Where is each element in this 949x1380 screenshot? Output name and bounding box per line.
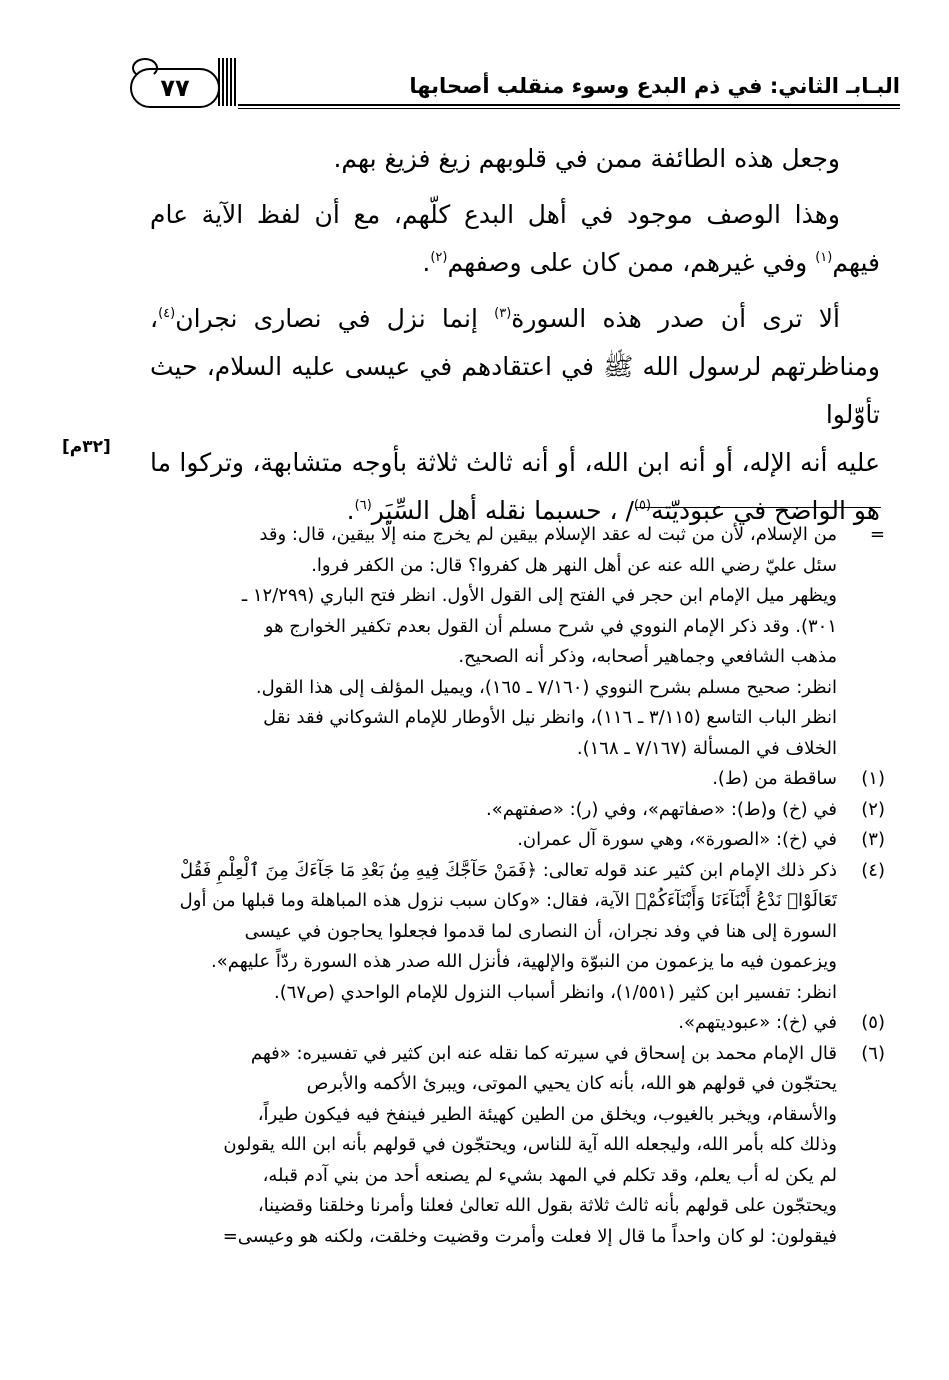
paragraph-3-text: . bbox=[346, 496, 355, 525]
footnote-line: تَعَالَوْا۟ نَدْعُ أَبْنَآءَنَا وَأَبْنَآءَكُمْ﴾ الآية، فقال: «وكان سبب نزول هذه المباهلة وما قبلها من أول bbox=[179, 890, 837, 911]
header-curl-ornament bbox=[132, 58, 158, 78]
header-rule bbox=[238, 104, 900, 106]
footnote-line: الخلاف في المسألة (٧/١٦٧ ـ ١٦٨). bbox=[576, 737, 837, 759]
paragraph-1-text: وجعل هذه الطائفة ممن في قلوبهم زيغ فزيغ بهم. bbox=[333, 144, 840, 173]
continuation-mark: = bbox=[869, 524, 885, 545]
paragraph-3-text: إنما نزل في نصارى نجران bbox=[175, 304, 495, 333]
paragraph-2-line-1-text: وهذا الوصف موجود في أهل البدع كلّهم، مع أن لفظ الآية عام bbox=[150, 200, 840, 229]
footnote-6 bbox=[125, 1039, 885, 1253]
footnote-2 bbox=[125, 795, 885, 826]
footnote-continuation bbox=[125, 520, 885, 764]
paragraph-2-text: فيهم bbox=[832, 248, 880, 277]
paragraph-3-text: عليه أنه الإله، أو أنه ابن الله، أو أنه ثالث ثلاثة بأوجه متشابهة، وتركوا ما bbox=[150, 448, 880, 477]
footnote-number: (٤) bbox=[861, 859, 885, 881]
footnote-line: وذلك كله بأمر الله، وليجعله الله آية للناس، ويحتجّون في قولهم بأنه ابن الله يقولون bbox=[223, 1134, 837, 1155]
footnote-line: من الإسلام، لأن من ثبت له عقد الإسلام بيقين لم يخرج منه إلّا بيقين، قال: وقد bbox=[259, 524, 837, 545]
paragraph-3-text: ، bbox=[150, 304, 159, 333]
paragraph-3-text: / ، حسبما نقله أهل السِّيَر bbox=[371, 496, 634, 525]
paragraph-2-text: . bbox=[422, 248, 431, 277]
paragraph-3-text: ومناظرتهم لرسول الله ﷺ في اعتقادهم في عيسى عليه السلام، حيث تأوّلوا bbox=[150, 352, 880, 429]
footnote-5 bbox=[125, 1008, 885, 1039]
footnote-line: ذكر ذلك الإمام ابن كثير عند قوله تعالى: ﴿فَمَنْ حَآجَّكَ فِيهِ مِنۢ بَعْدِ مَا جَآءَكَ مِنَ ٱلْعِلْمِ فَقُلْ bbox=[179, 859, 837, 881]
footnote-line: ويحتجّون على قولهم بأنه ثالث ثلاثة بقول الله تعالىٰ فعلنا وأمرنا وخلقنا وقضينا، bbox=[257, 1195, 837, 1216]
paragraph-2-text: وفي غيرهم، ممن كان على وصفهم bbox=[447, 248, 816, 277]
footnote-line: قال الإمام محمد بن إسحاق في سيرته كما نقله عنه ابن كثير في تفسيره: «فهم bbox=[250, 1042, 837, 1064]
footnote-number: (٥) bbox=[861, 1012, 885, 1033]
footnote-line: ساقطة من (ط). bbox=[712, 768, 837, 789]
manuscript-page-ref: [٣٢م] bbox=[62, 437, 111, 457]
header-ornament bbox=[218, 58, 240, 110]
paragraph-3-line-1 bbox=[150, 295, 880, 343]
paragraph-2-line-1 bbox=[150, 191, 880, 239]
footnote-1 bbox=[125, 764, 885, 795]
footnote-ref-5[interactable]: (٥) bbox=[633, 498, 652, 513]
footnote-number: (٦) bbox=[861, 1042, 885, 1064]
chapter-title: البـابـ الثاني: في ذم البدع وسوء منقلب أصحابها bbox=[409, 74, 900, 98]
footnote-divider bbox=[635, 507, 881, 508]
footnote-ref-6[interactable]: (٦) bbox=[354, 498, 372, 513]
footnote-number: (١) bbox=[861, 768, 885, 789]
paragraph-3-text: هو الواضح في عبوديّته bbox=[651, 496, 880, 525]
header-rule-thin bbox=[238, 108, 900, 109]
footnotes bbox=[125, 520, 885, 1252]
footnote-line: فيقولون: لو كان واحداً ما قال إلا فعلت وأمرت وقضيت وخلقت، ولكنه هو وعيسى= bbox=[222, 1225, 837, 1247]
footnote-number: (٢) bbox=[861, 798, 885, 820]
footnote-line: لم يكن له أب يعلم، وقد تكلم في المهد بشيء لم يصنعه أحد من بني آدم قبله، bbox=[262, 1164, 837, 1186]
main-text bbox=[150, 135, 880, 535]
footnote-ref-4[interactable]: (٤) bbox=[158, 306, 176, 321]
paragraph-3-line-2 bbox=[150, 343, 880, 439]
paragraph-1 bbox=[150, 135, 880, 183]
footnote-line: ويزعمون فيه ما يزعمون من النبوّة والإلهية، فأنزل الله صدر هذه السورة ردّاً عليهم». bbox=[211, 951, 837, 972]
paragraph-2-line-2 bbox=[150, 239, 880, 287]
footnote-line: انظر الباب التاسع (٣/١١٥ ـ ١١٦)، وانظر نيل الأوطار للإمام الشوكاني فقد نقل bbox=[263, 707, 837, 728]
footnote-3 bbox=[125, 825, 885, 856]
page-number-text: ٧٧ bbox=[160, 74, 190, 102]
footnote-line: مذهب الشافعي وجماهير أصحابه، وذكر أنه الصحيح. bbox=[458, 646, 837, 667]
footnote-line: سئل عليّ رضي الله عنه عن أهل النهر هل كفروا؟ قال: من الكفر فروا. bbox=[311, 554, 837, 576]
footnote-line: والأسقام، ويخبر بالغيوب، ويخلق من الطين كهيئة الطير فينفخ فيه فيكون طيراً، bbox=[257, 1103, 837, 1125]
footnote-line: في (خ): «عبوديتهم». bbox=[678, 1012, 837, 1033]
footnote-ref-3[interactable]: (٣) bbox=[494, 306, 512, 321]
footnote-line: انظر: صحيح مسلم بشرح النووي (٧/١٦٠ ـ ١٦٥)، ويميل المؤلف إلى هذا القول. bbox=[255, 676, 837, 698]
footnote-line: انظر: تفسير ابن كثير (١/٥٥١)، وانظر أسباب النزول للإمام الواحدي (ص٦٧). bbox=[274, 981, 837, 1003]
paragraph-3-line-3 bbox=[150, 439, 880, 487]
footnote-line: في (خ) و(ط): «صفاتهم»، وفي (ر): «صفتهم». bbox=[486, 798, 837, 820]
footnote-ref-2[interactable]: (٢) bbox=[430, 250, 448, 265]
footnote-line: ٣٠١). وقد ذكر الإمام النووي في شرح مسلم أن القول بعدم تكفير الخوارج هو bbox=[264, 615, 837, 637]
footnote-4 bbox=[125, 856, 885, 1009]
paragraph-3-text: ألا ترى أن صدر هذه السورة bbox=[511, 304, 840, 333]
footnote-line: ويظهر ميل الإمام ابن حجر في الفتح إلى القول الأول. انظر فتح الباري (١٢/٢٩٩ ـ bbox=[241, 585, 837, 606]
footnote-line: في (خ): «الصورة»، وهي سورة آل عمران. bbox=[517, 829, 837, 850]
footnote-line: السورة إلى هنا في وفد نجران، أن النصارى لما قدموا فجعلوا يحاجون في عيسى bbox=[244, 920, 837, 942]
footnote-line: يحتجّون في قولهم هو الله، بأنه كان يحيي الموتى، ويبرئ الأكمه والأبرص bbox=[306, 1073, 837, 1094]
footnote-ref-1[interactable]: (١) bbox=[815, 250, 833, 265]
footnote-number: (٣) bbox=[861, 829, 885, 850]
page-header bbox=[130, 58, 900, 108]
